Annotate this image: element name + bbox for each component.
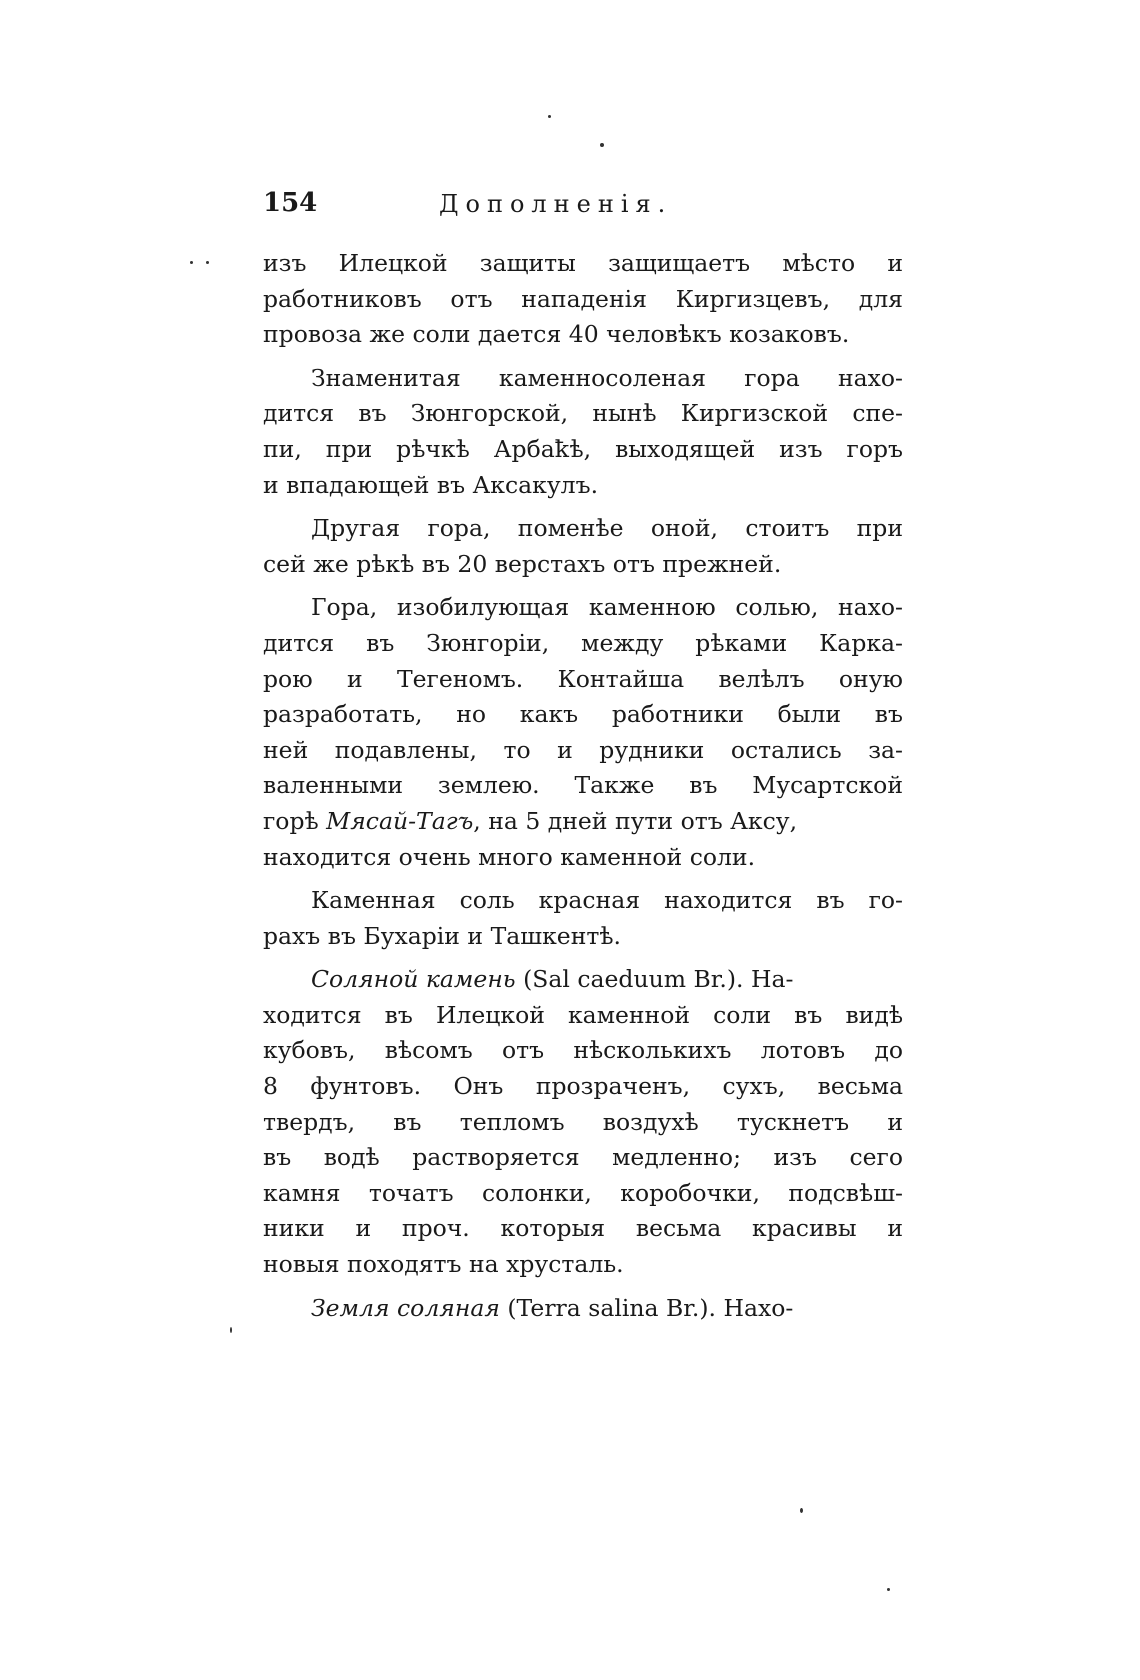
body-text [263, 246, 903, 1326]
text-line [263, 1291, 903, 1327]
text-span: (Terra salina Br.). Нахо- [499, 1293, 794, 1322]
scan-speck [800, 1508, 803, 1513]
place-name-italic: Мясай-Тагъ [326, 806, 474, 835]
text-line: находится очень много каменной соли. [263, 842, 756, 871]
text-line: пи, при рѣчкѣ Арбаҟѣ, выходящей изъ горъ [263, 434, 903, 463]
scan-speck [887, 1588, 890, 1591]
scan-speck [230, 1327, 232, 1333]
scan-speck [206, 261, 209, 264]
text-line: провоза же соли дается 40 человѣкъ козаковъ. [263, 320, 850, 349]
text-line: камня точатъ солонки, коробочки, подсвѣш- [263, 1178, 903, 1207]
text-line: разработать, но какъ работники были въ [263, 700, 903, 729]
text-line: Гора, изобилующая каменною солью, нахо- [311, 593, 903, 622]
text-line: кубовъ, вѣсомъ отъ нѣсколькихъ лотовъ до [263, 1036, 903, 1065]
text-line: и впадающей въ Аксакулъ. [263, 470, 599, 499]
text-line: рахъ въ Бухаріи и Ташкентѣ. [263, 921, 621, 950]
text-line: изъ Илецкой защиты защищаетъ мѣсто и [263, 249, 903, 277]
scan-speck [190, 261, 193, 264]
term-italic: Соляной камень [311, 965, 516, 994]
text-line: Знаменитая каменносоленая гора нахо- [311, 363, 903, 392]
scan-speck [600, 143, 604, 147]
text-line: сей же рѣкѣ въ 20 верстахъ отъ прежней. [263, 549, 782, 578]
text-line: ней подавлены, то и рудники остались за- [263, 735, 903, 764]
text-line: ходится въ Илецкой каменной соли въ видѣ [263, 1000, 903, 1029]
text-line: Каменная соль красная находится въ го- [311, 886, 903, 915]
text-span: , на 5 дней пути отъ Аксу, [473, 806, 798, 835]
running-head: Дополненія. [439, 190, 673, 218]
paragraph-3 [263, 511, 903, 582]
text-line: работниковъ отъ нападенія Киргизцевъ, для [263, 284, 903, 313]
paragraph-7 [263, 1291, 903, 1327]
text-line: дится въ Зюнгорской, нынѣ Киргизской спе- [263, 399, 903, 428]
text-line [263, 804, 903, 840]
text-line: рою и Тегеномъ. Контайша велѣлъ оную [263, 664, 903, 693]
paragraph-2 [263, 361, 903, 503]
paragraph-1 [263, 246, 903, 353]
page-number: 154 [263, 188, 318, 218]
paragraph-5 [263, 883, 903, 954]
paragraph-6 [263, 962, 903, 1282]
text-span: (Sal caeduum Br.). На- [515, 965, 794, 994]
text-line: дится въ Зюнгоріи, между рѣками Карка- [263, 628, 903, 657]
text-line: ники и проч. которыя весьма красивы и [263, 1214, 903, 1243]
text-line: валенными землею. Также въ Мусартской [263, 771, 903, 800]
text-line [263, 962, 903, 998]
text-line: въ водѣ растворяется медленно; изъ сего [263, 1143, 903, 1172]
text-line: Другая гора, поменѣе оной, стоитъ при [311, 514, 903, 543]
page-header [263, 188, 903, 232]
scan-speck [548, 115, 551, 118]
text-line: новыя походятъ на хрусталь. [263, 1250, 624, 1279]
text-span: горѣ [263, 806, 319, 835]
text-line: 8 фунтовъ. Онъ прозраченъ, сухъ, весьма [263, 1072, 903, 1101]
term-italic: Земля соляная [311, 1293, 500, 1322]
paragraph-4 [263, 590, 903, 875]
text-line: твердъ, въ тепломъ воздухѣ тускнетъ и [263, 1107, 903, 1136]
